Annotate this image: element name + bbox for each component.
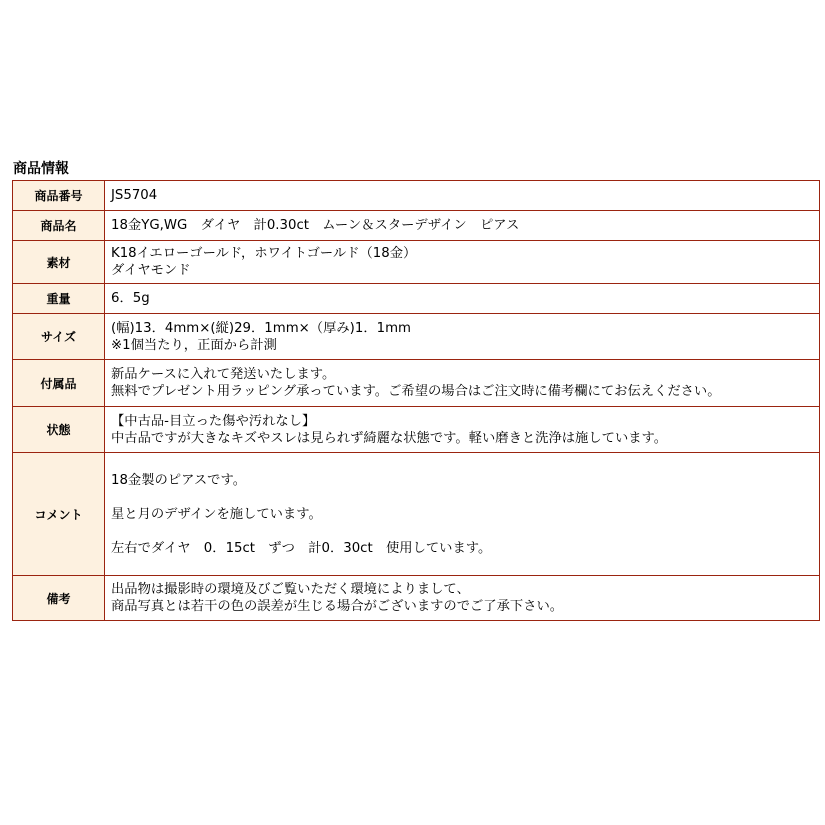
label-size: サイズ <box>13 314 105 360</box>
material-line-2: ダイヤモンド <box>111 263 191 278</box>
label-product-number: 商品番号 <box>13 181 105 211</box>
product-name-text: 18金YG,WG ダイヤ 計0.30ct ムーン＆スターデザイン ピアス <box>111 218 520 233</box>
weight-text: 6．5g <box>111 291 150 306</box>
label-product-name: 商品名 <box>13 211 105 241</box>
value-weight <box>105 284 820 314</box>
label-comment: コメント <box>13 453 105 576</box>
size-line-2: ※1個当たり，正面から計測 <box>111 337 277 353</box>
comment-line-3: 左右でダイヤ 0．15ct ずつ 計0．30ct 使用しています。 <box>111 540 492 556</box>
label-condition: 状態 <box>13 407 105 453</box>
row-notes <box>13 576 820 621</box>
comment-line-2: 星と月のデザインを施しています。 <box>111 506 322 522</box>
comment-line-1: 18金製のピアスです。 <box>111 472 246 488</box>
value-material <box>105 241 820 284</box>
condition-line-1: 【中古品‐目立った傷や汚れなし】 <box>111 413 316 429</box>
row-comment <box>13 453 820 576</box>
accessories-line-1: 新品ケースに入れて発送いたします。 <box>111 367 336 382</box>
value-product-number <box>105 181 820 211</box>
row-condition <box>13 407 820 453</box>
value-size <box>105 314 820 360</box>
value-condition <box>105 407 820 453</box>
notes-line-1: 出品物は撮影時の環境及びご覧いただく環境によりまして、 <box>111 582 470 597</box>
condition-line-2: 中古品ですが大きなキズやスレは見られず綺麗な状態です。軽い磨きと洗浄は施しています。 <box>111 430 668 446</box>
size-line-1: (幅)13．4mm×(縦)29．1mm×（厚み)1．1mm <box>111 320 411 336</box>
comment-spacer-1 <box>111 489 819 506</box>
accessories-line-2: 無料でプレゼント用ラッピング承っています。ご希望の場合はご注文時に備考欄にてお伝えください。 <box>111 384 721 399</box>
label-material: 素材 <box>13 241 105 284</box>
row-product-name <box>13 211 820 241</box>
row-accessories <box>13 360 820 407</box>
product-number-text: JS5704 <box>111 188 158 203</box>
value-notes <box>105 576 820 621</box>
section-title: 商品情報 <box>13 161 69 177</box>
value-product-name <box>105 211 820 241</box>
row-weight <box>13 284 820 314</box>
product-info-table <box>12 180 820 621</box>
material-line-1: K18イエローゴールド，ホワイトゴールド（18金） <box>111 246 417 261</box>
label-accessories: 付属品 <box>13 360 105 407</box>
comment-spacer-2 <box>111 523 819 540</box>
row-product-number <box>13 181 820 211</box>
label-weight: 重量 <box>13 284 105 314</box>
label-notes: 備考 <box>13 576 105 621</box>
value-comment <box>105 453 820 576</box>
notes-line-2: 商品写真とは若干の色の誤差が生じる場合がございますのでご了承下さい。 <box>111 599 564 614</box>
value-accessories <box>105 360 820 407</box>
row-size <box>13 314 820 360</box>
row-material <box>13 241 820 284</box>
